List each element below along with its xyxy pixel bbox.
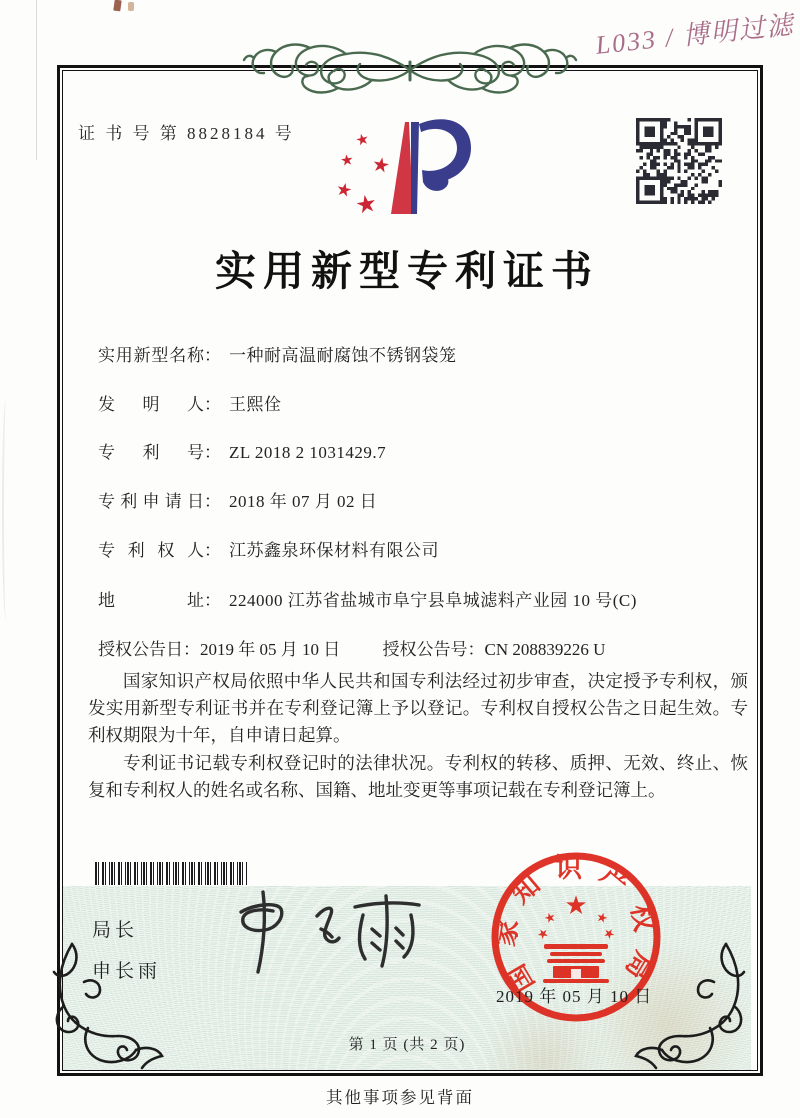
qr-code bbox=[636, 118, 722, 204]
field-patent-number: 专利号： ZL 2018 2 1031429.7 bbox=[98, 438, 386, 463]
field-value: ZL 2018 2 1031429.7 bbox=[229, 443, 387, 462]
field-value: 江苏鑫泉环保材料有限公司 bbox=[229, 541, 439, 560]
field-label: 地址 bbox=[98, 591, 204, 610]
staple-mark bbox=[128, 2, 134, 11]
svg-text:★: ★ bbox=[370, 153, 392, 179]
field-label: 专利号 bbox=[98, 443, 204, 462]
field-inventor: 发明人： 王熙佺 bbox=[98, 390, 282, 415]
svg-text:★: ★ bbox=[564, 891, 588, 920]
back-side-note: 其他事项参见背面 bbox=[326, 1088, 474, 1107]
svg-text:★: ★ bbox=[334, 178, 355, 202]
field-label: 专利申请日 bbox=[98, 492, 204, 511]
field-label: 专利权人 bbox=[98, 541, 204, 560]
certificate-number: 证 书 号 第 8828184 号 bbox=[78, 124, 295, 143]
field-value: 一种耐高温耐腐蚀不锈钢袋笼 bbox=[229, 346, 457, 365]
handwritten-annotation: L033 / 博明过滤 bbox=[594, 10, 796, 60]
svg-text:★: ★ bbox=[533, 924, 552, 943]
svg-text:★: ★ bbox=[354, 131, 372, 150]
field-utility-model-name: 实用新型名称： 一种耐高温耐腐蚀不锈钢袋笼 bbox=[98, 341, 457, 366]
corner-flourish-right bbox=[620, 942, 760, 1074]
svg-text:★: ★ bbox=[594, 908, 611, 927]
barcode bbox=[95, 862, 247, 885]
field-filing-date: 专利申请日： 2018 年 07 月 02 日 bbox=[98, 487, 377, 512]
corner-flourish-left bbox=[38, 942, 178, 1074]
field-address: 地址： 224000 江苏省盐城市阜宁县阜城滤料产业园 10 号(C) bbox=[98, 586, 637, 611]
seal-text: 国家知识产权局 bbox=[489, 852, 663, 998]
svg-text:★: ★ bbox=[339, 152, 355, 170]
body-paragraph-1: 国家知识产权局依照中华人民共和国专利法经过初步审查，决定授予专利权，颁发实用新型专利证书并在专利登记簿上予以登记。专利权自授权公告之日起生效。专利权期限为十年，自申请日起算。 bbox=[88, 671, 748, 745]
field-value: 王熙佺 bbox=[229, 395, 282, 414]
field-label: 发明人 bbox=[98, 395, 204, 414]
certificate-title: 实用新型专利证书 bbox=[215, 248, 599, 294]
field-value: 224000 江苏省盐城市阜宁县阜城滤料产业园 10 号(C) bbox=[229, 591, 637, 610]
svg-text:★: ★ bbox=[600, 924, 619, 943]
seal-date: 2019 年 05 月 10 日 bbox=[496, 987, 653, 1006]
staple-mark bbox=[113, 0, 121, 11]
signer-name: 申长雨 bbox=[92, 961, 162, 982]
svg-text:★: ★ bbox=[353, 190, 380, 220]
cnipa-logo bbox=[333, 110, 503, 238]
field-label: 实用新型名称 bbox=[98, 346, 204, 365]
page-number: 第 1 页 (共 2 页) bbox=[348, 1037, 466, 1053]
signer-title: 局长 bbox=[92, 920, 139, 941]
field-grant-announcement bbox=[98, 635, 605, 660]
paper-edge-artifact bbox=[36, 0, 37, 160]
svg-text:★: ★ bbox=[541, 908, 558, 927]
paper-edge-artifact bbox=[2, 400, 10, 620]
field-value: 2018 年 07 月 02 日 bbox=[229, 492, 378, 511]
certificate-body-text bbox=[88, 668, 748, 805]
body-paragraph-2: 专利证书记载专利权登记时的法律状况。专利权的转移、质押、无效、终止、恢复和专利权人的姓名或名称、国籍、地址变更等事项记载在专利登记簿上。 bbox=[88, 753, 748, 800]
dragon-flourish-ornament bbox=[240, 36, 580, 98]
commissioner-signature bbox=[225, 886, 435, 981]
grant-number: 授权公告号：CN 208839226 U bbox=[382, 640, 606, 659]
grant-date: 授权公告日：2019 年 05 月 10 日 bbox=[98, 640, 341, 659]
field-patentee: 专利权人： 江苏鑫泉环保材料有限公司 bbox=[98, 536, 439, 561]
